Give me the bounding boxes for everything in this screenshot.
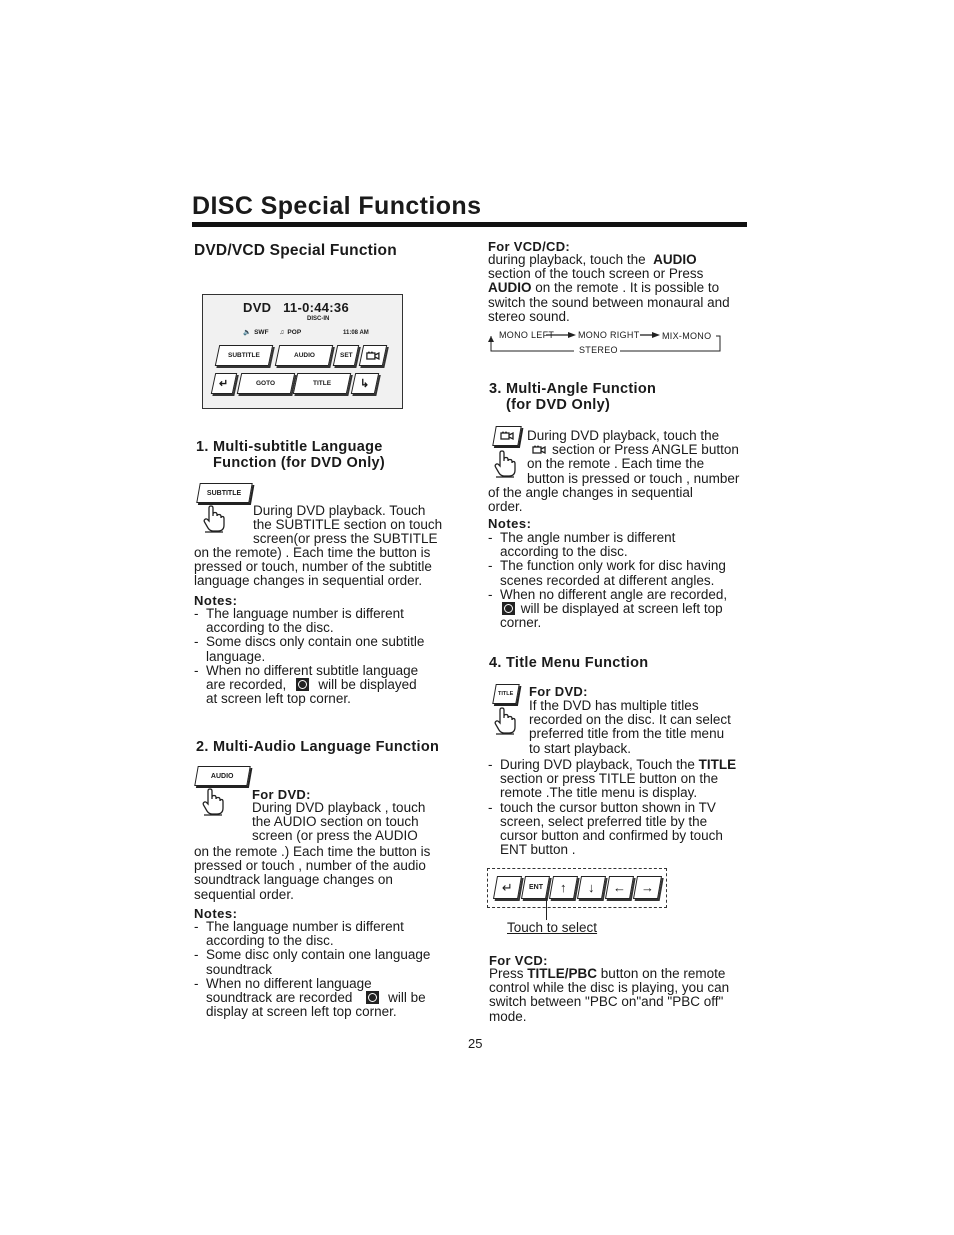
no-subtitle-icon <box>296 678 309 691</box>
sec4-vcd-text: Press TITLE/PBC button on the remote control while the disc is playing, you can switch between "PBC on"and "PBC off" mode. <box>489 966 730 1024</box>
screen-pop: POP <box>287 328 302 336</box>
sec3-notes-list <box>488 531 768 630</box>
hand-pointer-icon <box>494 450 516 478</box>
sec4-indent-text: If the DVD has multiple titles recorded on the disc. It can select preferred title from the title menu to start playback. <box>529 698 731 756</box>
audio-button[interactable]: AUDIO <box>275 345 333 366</box>
sec2-for-dvd-label: For DVD: <box>252 787 311 802</box>
sec1-body-text: on the remote) . Each time the button is pressed or touch, number of the subtitle language changes in sequential order. <box>194 545 432 589</box>
return-button[interactable] <box>493 876 522 899</box>
arrow-up-icon: ↑ <box>560 880 567 895</box>
sec1-heading: 1. Multi-subtitle Language Function (for DVD Only) <box>196 439 386 471</box>
left-button[interactable] <box>605 876 634 899</box>
sec4-heading: 4. Title Menu Function <box>489 655 649 671</box>
touch-to-select-label: Touch to select <box>507 920 598 935</box>
vcd-cd-text: during playback, touch the AUDIO section of the touch screen or Press AUDIO on the remote . It is possible to switch the sound between monaural and stereo sound. <box>488 252 730 324</box>
screen-clock: 11:08 AM <box>343 330 369 336</box>
arrow-left-icon: ← <box>613 880 626 895</box>
sec3-heading: 3. Multi-Angle Function (for DVD Only) <box>489 381 657 413</box>
sec2-notes-label: Notes: <box>194 906 238 921</box>
screen-swf: SWF <box>254 328 269 336</box>
screen-time: 11-0:44:36 <box>283 300 349 315</box>
title-rule <box>192 222 747 227</box>
sec3-indent-text: During DVD playback, touch the section or Press ANGLE button on the remote . Each time the button is pressed or touch , number <box>527 428 740 486</box>
page-title: DISC Special Functions <box>192 192 482 220</box>
subtitle-key-icon: SUBTITLE <box>196 483 253 503</box>
camera-icon <box>532 445 546 455</box>
sec4-for-vcd-label: For VCD: <box>489 953 548 968</box>
speaker-icon: 🔈 <box>243 329 252 336</box>
screen-illustration <box>202 294 403 409</box>
enter-icon: ↳ <box>360 378 370 390</box>
sec3-notes-label: Notes: <box>488 516 532 531</box>
list-item: - When no different angle are recorded, will be displayed at screen left top corner. <box>488 588 768 631</box>
list-item: - Some discs only contain one subtitle language. <box>194 635 464 663</box>
sec1-indent-text: During DVD playback. Touch the SUBTITLE section on touch screen(or press the SUBTITLE <box>253 503 443 547</box>
mix-mono-label: MIX-MONO <box>662 331 712 341</box>
list-item: - When no different language soundtrack are recorded will be display at screen left top corner. <box>194 977 466 1020</box>
hand-pointer-icon <box>494 707 516 735</box>
list-item: - The language number is different according to the disc. <box>194 920 466 948</box>
mono-right-label: MONO RIGHT <box>578 330 640 340</box>
enter-button[interactable] <box>351 373 379 394</box>
no-audio-icon <box>366 991 379 1004</box>
screen-status: DISC-IN <box>307 316 330 322</box>
subtitle-button[interactable]: SUBTITLE <box>215 345 273 366</box>
arrow-right-icon: → <box>641 880 654 895</box>
section-title-dvd-vcd: DVD/VCD Special Function <box>194 242 397 259</box>
sec2-heading: 2. Multi-Audio Language Function <box>196 739 440 755</box>
goto-button[interactable]: GOTO <box>237 373 295 394</box>
no-angle-icon <box>502 602 515 615</box>
audio-key-icon: AUDIO <box>194 766 251 786</box>
angle-button[interactable] <box>359 345 387 366</box>
up-button[interactable] <box>549 876 578 899</box>
return-icon: ↵ <box>219 378 229 390</box>
list-item: - The angle number is different according to the disc. <box>488 531 768 559</box>
page-number: 25 <box>468 1036 483 1051</box>
screen-mode: DVD <box>243 300 272 315</box>
sec2-indent-text: During DVD playback , touch the AUDIO section on touch screen (or press the AUDIO <box>252 800 426 844</box>
list-item: - touch the cursor button shown in TV screen, select preferred title by the cursor button and confirmed by touch ENT button . <box>488 801 773 858</box>
note-icon: ♫ <box>279 328 285 336</box>
camera-icon <box>500 431 514 441</box>
sec1-notes-label: Notes: <box>194 593 238 608</box>
title-button[interactable]: TITLE <box>293 373 351 394</box>
set-button[interactable]: SET <box>333 345 359 366</box>
stereo-label: STEREO <box>579 345 618 355</box>
hand-pointer-icon <box>202 788 224 816</box>
list-item: - During DVD playback, Touch the TITLE section or press TITLE button on the remote .The title menu is display. <box>488 758 773 801</box>
right-button[interactable] <box>633 876 662 899</box>
sec4-for-dvd-label: For DVD: <box>529 684 588 699</box>
return-icon: ↵ <box>502 879 513 895</box>
list-item: - When no different subtitle language are recorded, will be displayed at screen left top corner. <box>194 664 464 707</box>
sec4-steps-list <box>488 758 773 857</box>
list-item: - Some disc only contain one language soundtrack <box>194 948 466 976</box>
hand-pointer-icon <box>203 505 225 533</box>
camera-icon <box>366 351 380 361</box>
vcd-cd-label: For VCD/CD: <box>488 239 571 254</box>
arrow-down-icon: ↓ <box>588 880 595 895</box>
sec3-body-text: of the angle changes in sequential order. <box>488 485 693 515</box>
angle-key-icon <box>492 426 522 446</box>
return-button[interactable] <box>211 373 237 394</box>
sec2-body-text: on the remote .) Each time the button is pressed or touch , number of the audio soundtrack language changes on sequential order. <box>194 844 431 902</box>
sec1-notes-list <box>194 607 464 706</box>
ent-button[interactable]: ENT <box>521 876 550 899</box>
sec2-notes-list <box>194 920 466 1019</box>
callout-line <box>546 898 547 920</box>
mono-left-label: MONO LEFT <box>499 330 555 340</box>
title-key-icon: TITLE <box>492 684 520 704</box>
list-item: - The language number is different according to the disc. <box>194 607 464 635</box>
list-item: - The function only work for disc having scenes recorded at different angles. <box>488 559 768 587</box>
down-button[interactable] <box>577 876 606 899</box>
